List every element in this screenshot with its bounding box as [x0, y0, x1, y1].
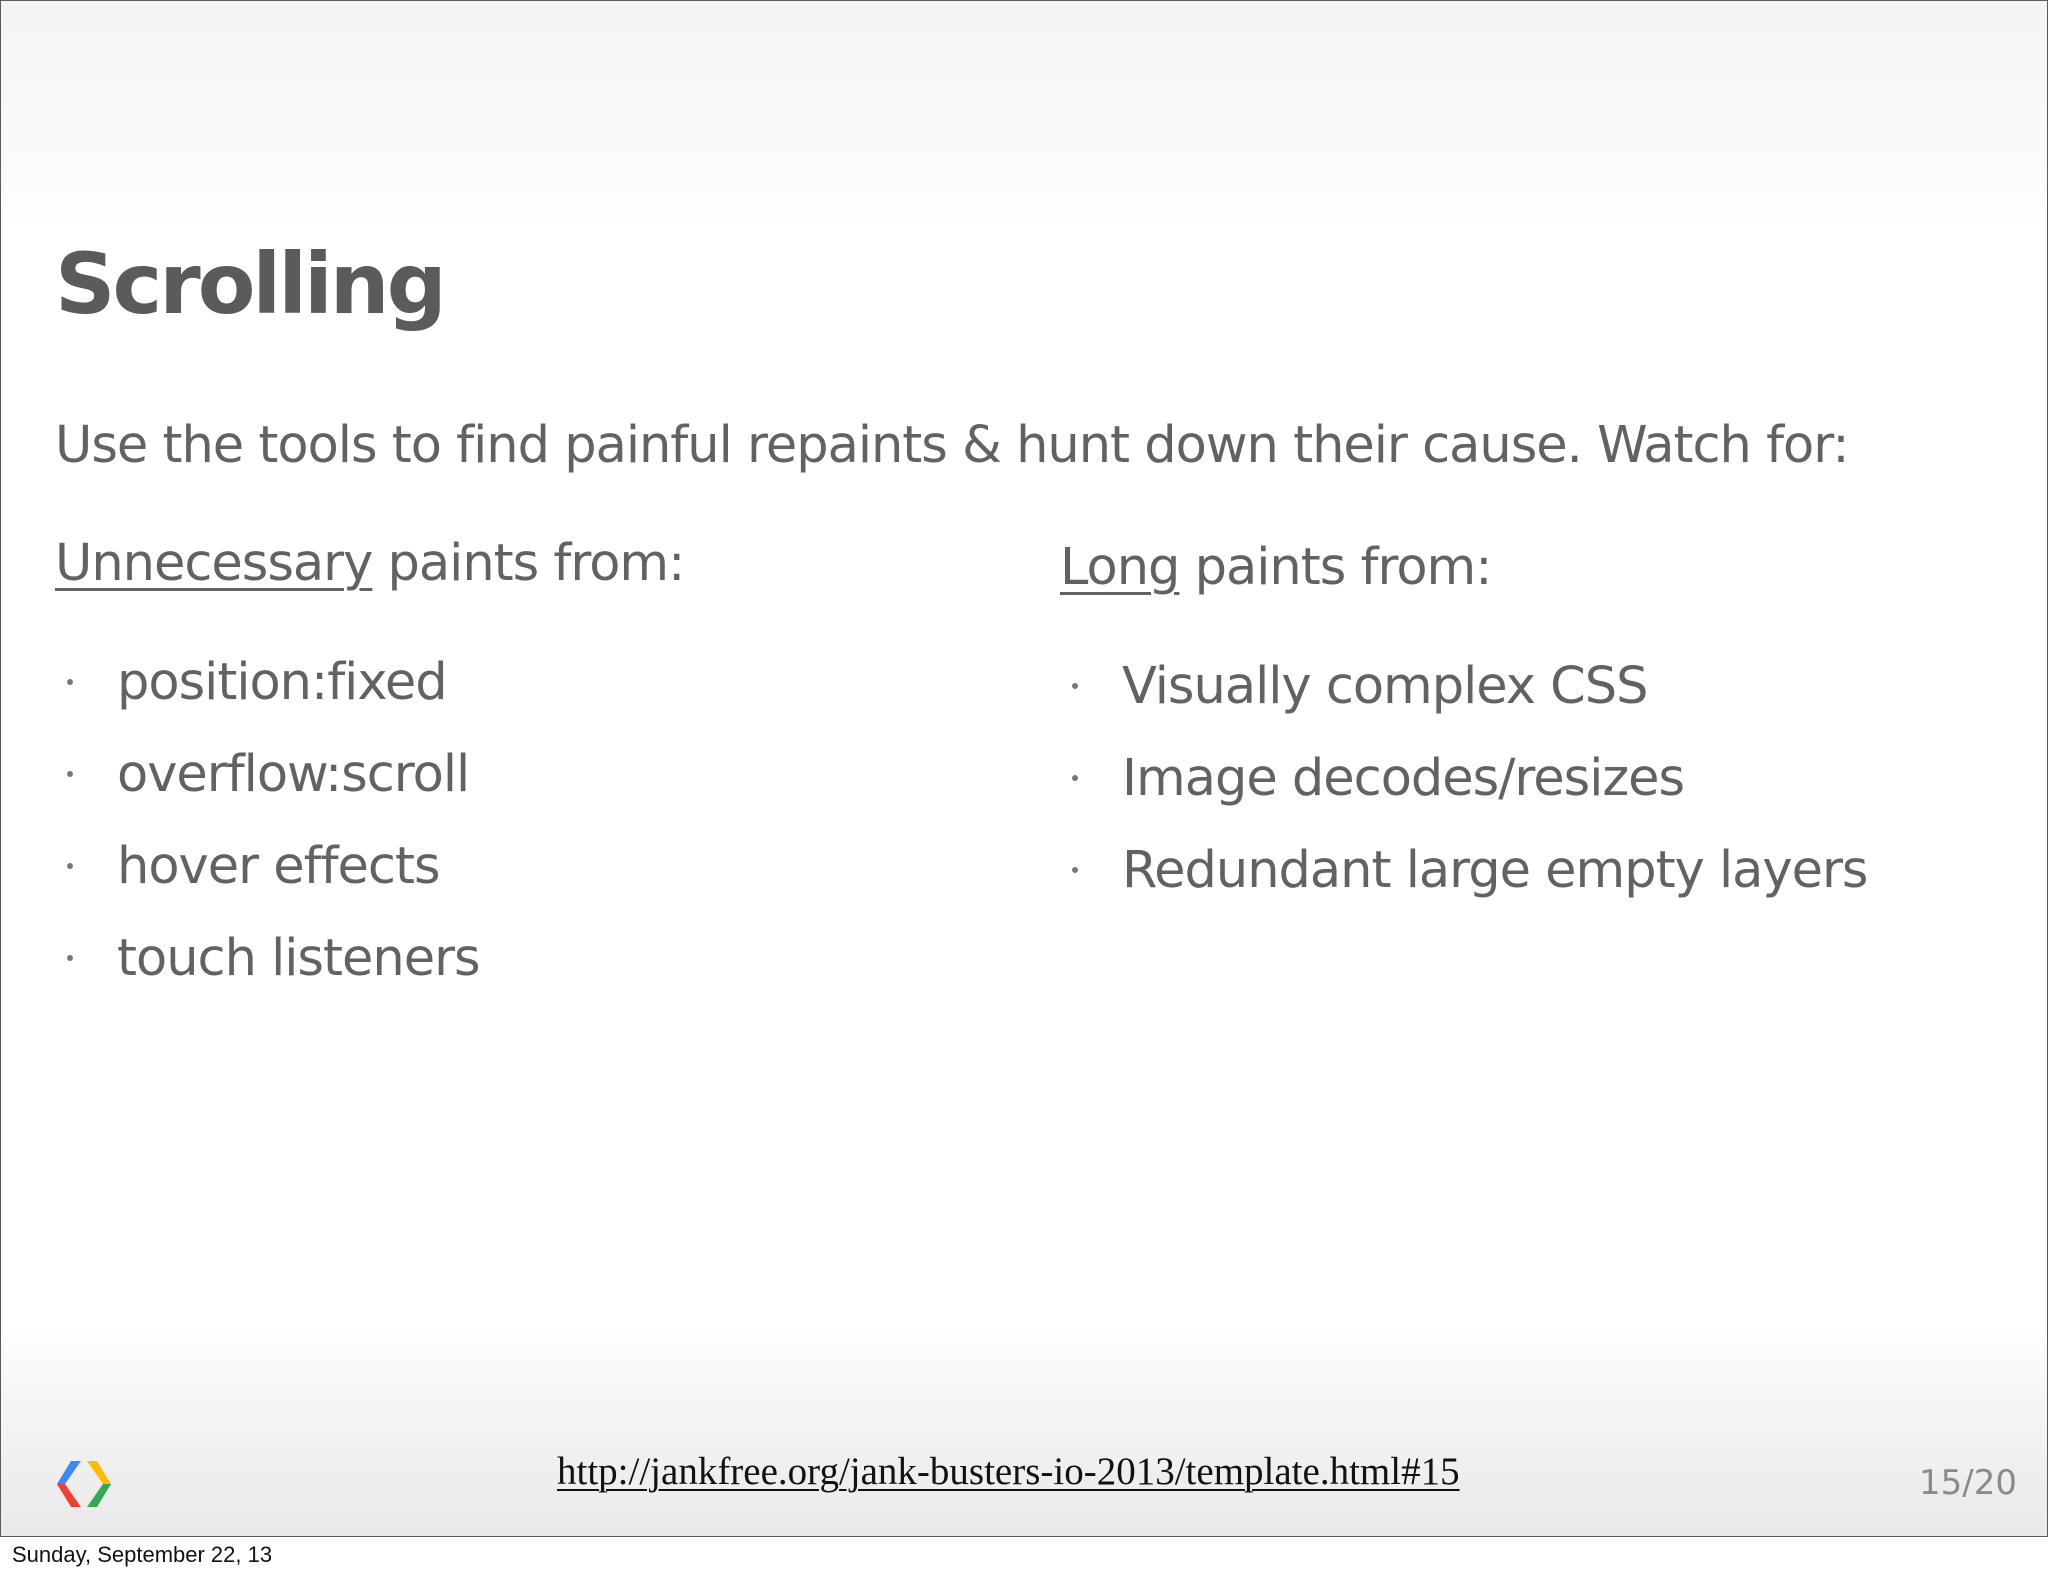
logo-red-stroke	[57, 1484, 81, 1507]
logo-yellow-stroke	[87, 1461, 111, 1484]
chrome-developers-logo-icon	[51, 1459, 117, 1509]
list-item-label: Visually complex CSS	[1122, 657, 1648, 716]
date-stamp: Sunday, September 22, 13	[12, 1542, 273, 1567]
logo-green-stroke	[87, 1484, 111, 1507]
left-bullet-list	[55, 637, 480, 1005]
bullet-icon	[67, 771, 73, 777]
list-item-label: position:fixed	[117, 653, 447, 712]
right-heading-emphasis: Long	[1060, 538, 1180, 597]
list-item	[55, 913, 480, 1005]
right-heading-rest: paints from:	[1179, 538, 1492, 597]
right-column-heading	[1060, 533, 1491, 603]
bullet-icon	[67, 679, 73, 685]
list-item	[1060, 825, 1868, 917]
bullet-icon	[67, 955, 73, 961]
slide-url-link[interactable]: http://jankfree.org/jank-busters-io-2013/template.html#15	[557, 1450, 1460, 1493]
list-item-label: Redundant large empty layers	[1122, 841, 1868, 900]
list-item-label: hover effects	[117, 837, 440, 896]
bullet-icon	[1072, 867, 1078, 873]
right-bullet-list	[1060, 641, 1868, 917]
logo-blue-stroke	[57, 1461, 81, 1484]
left-heading-emphasis: Unnecessary	[55, 534, 373, 593]
left-column-heading	[55, 529, 684, 599]
left-heading-rest: paints from:	[372, 534, 685, 593]
slide-title: Scrolling	[55, 235, 444, 333]
list-item	[1060, 733, 1868, 825]
list-item	[1060, 641, 1868, 733]
bullet-icon	[1072, 683, 1078, 689]
slide-page-number: 15/20	[1919, 1463, 2017, 1503]
list-item-label: overflow:scroll	[117, 745, 470, 804]
slide-intro: Use the tools to find painful repaints & hunt down their cause. Watch for:	[55, 416, 1849, 475]
bullet-icon	[67, 863, 73, 869]
bullet-icon	[1072, 775, 1078, 781]
list-item	[55, 637, 480, 729]
list-item	[55, 729, 480, 821]
list-item-label: Image decodes/resizes	[1122, 749, 1685, 808]
list-item	[55, 821, 480, 913]
list-item-label: touch listeners	[117, 929, 480, 988]
